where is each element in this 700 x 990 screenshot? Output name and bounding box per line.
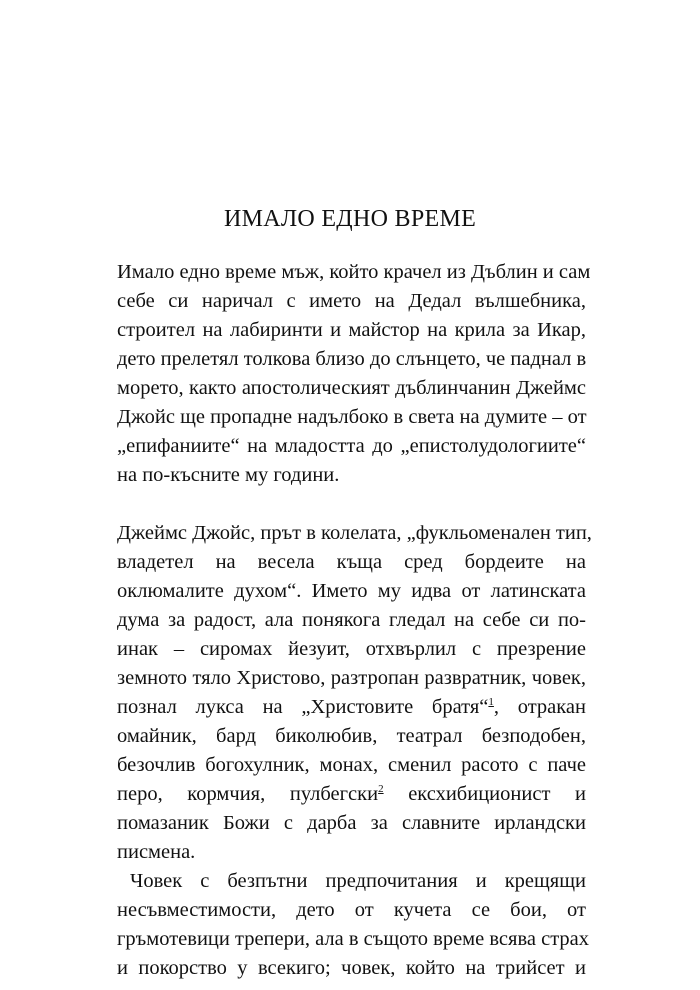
text-line: и покорство у всекиго; човек, който на трийсет и — [117, 957, 586, 979]
text-span: познал лукса на „Христовите братя“ — [117, 696, 489, 718]
text-line — [117, 693, 586, 722]
footnote-ref-2[interactable]: 2 — [378, 783, 384, 796]
text-line: строител на лабиринти и майстор на крила за Икар, — [117, 319, 586, 341]
text-line: морето, както апостолическият дъблинчанин Джеймс — [117, 377, 586, 399]
text-line: несъвместимости, дето от кучета се бои, от — [117, 899, 586, 921]
text-line: Имало едно време мъж, който крачел из Дъблин и сам — [117, 261, 591, 283]
text-line: на по-късните му години. — [117, 464, 340, 486]
text-line: помазаник Божи с дарба за славните ирландски — [117, 812, 586, 834]
text-line — [117, 780, 586, 809]
text-line: Човек с безпътни предпочитания и крещящи — [130, 870, 586, 892]
text-line: дума за радост, ала понякога гледал на себе си по- — [117, 609, 586, 631]
text-span: , отракан — [493, 696, 586, 718]
text-line: писмена. — [117, 841, 196, 863]
text-line: омайник, бард биколюбив, театрал безподобен, — [117, 725, 586, 747]
text-span: ексхибиционист и — [383, 783, 586, 805]
text-line: безочлив богохулник, монах, сменил расото с паче — [117, 754, 586, 776]
text-line: инак – сиромах йезуит, отхвърлил с презрение — [117, 638, 586, 660]
text-line: „епифаниите“ на младостта до „епистолудологиите“ — [117, 435, 586, 457]
text-line: оклюмалите духом“. Името му идва от латинската — [117, 580, 586, 602]
text-line: Джойс ще пропадне надълбоко в света на думите – от — [117, 406, 587, 428]
text-line: Джеймс Джойс, прът в колелата, „фукльоменален тип, — [117, 522, 592, 544]
footnote-ref-1[interactable]: 1 — [488, 696, 494, 709]
text-line: себе си наричал с името на Дедал вълшебника, — [117, 290, 586, 312]
chapter-title: ИМАЛО ЕДНО ВРЕМЕ — [223, 206, 477, 232]
text-span: перо, кормчия, пулбегски — [117, 783, 379, 805]
text-line: дето прелетял толкова близо до слънцето, че паднал в — [117, 348, 587, 370]
text-line: земното тяло Христово, разтропан развратник, човек, — [117, 667, 586, 689]
text-line: гръмотевици трепери, ала в същото време всява страх — [117, 928, 590, 950]
text-line: владетел на весела къща сред бордеите на — [117, 551, 586, 573]
